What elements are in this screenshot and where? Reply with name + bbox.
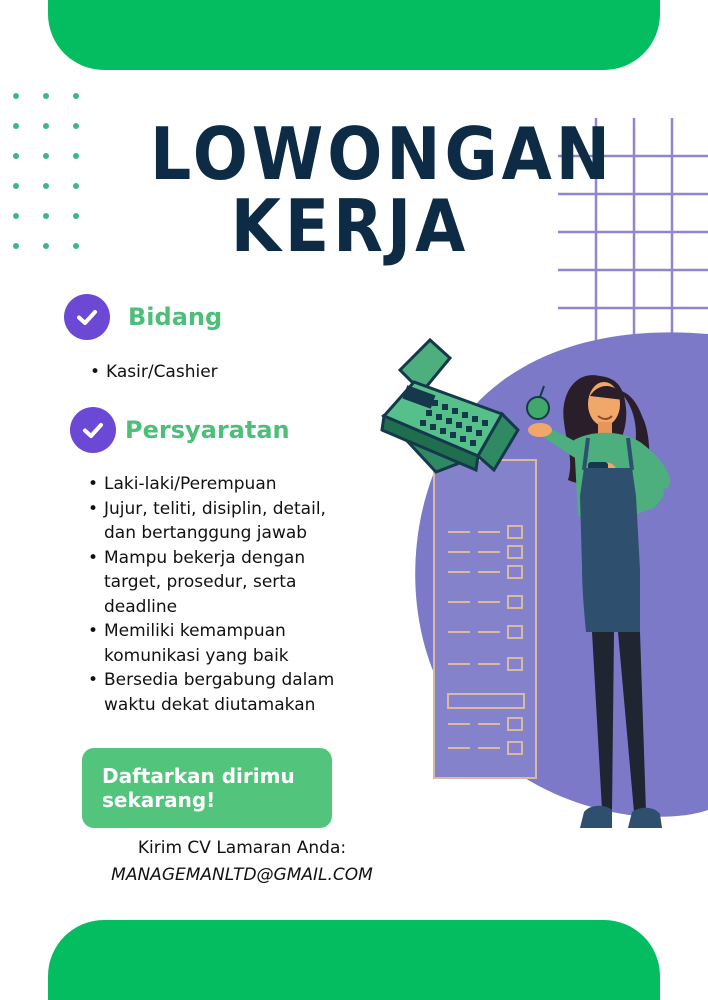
check-icon [64,294,110,340]
send-cv-label: Kirim CV Lamaran Anda: [137,838,347,858]
persyaratan-list [88,472,358,717]
title-line-1: LOWONGAN [150,112,614,196]
email-link[interactable]: MANAGEMANLTD@GMAIL.COM [111,865,373,885]
cashier-illustration [378,320,708,830]
list-item: • Laki-laki/Perempuan [88,472,358,497]
bottom-green-banner [48,920,660,1000]
section-title-persyaratan: Persyaratan [125,416,290,444]
list-item: • Jujur, teliti, disiplin, detail, dan bertanggung jawab [88,497,358,546]
check-icon [70,407,116,453]
register-now-button[interactable] [82,748,332,828]
cta-line-2: sekarang! [102,788,216,812]
dot-pattern-decoration [10,90,100,260]
cta-line-1: Daftarkan dirimu [102,764,295,788]
list-item: • Memiliki kemampuan komunikasi yang baik [88,619,358,668]
list-item: • Mampu bekerja dengan target, prosedur, serta deadline [88,546,358,620]
list-item: • Kasir/Cashier [90,360,218,385]
title-line-2: KERJA [230,184,470,268]
bidang-list [90,360,218,385]
receipt-paper [434,460,536,778]
top-green-banner [48,0,660,70]
list-item: • Bersedia bergabung dalam waktu dekat diutamakan [88,668,358,717]
section-title-bidang: Bidang [128,303,223,331]
